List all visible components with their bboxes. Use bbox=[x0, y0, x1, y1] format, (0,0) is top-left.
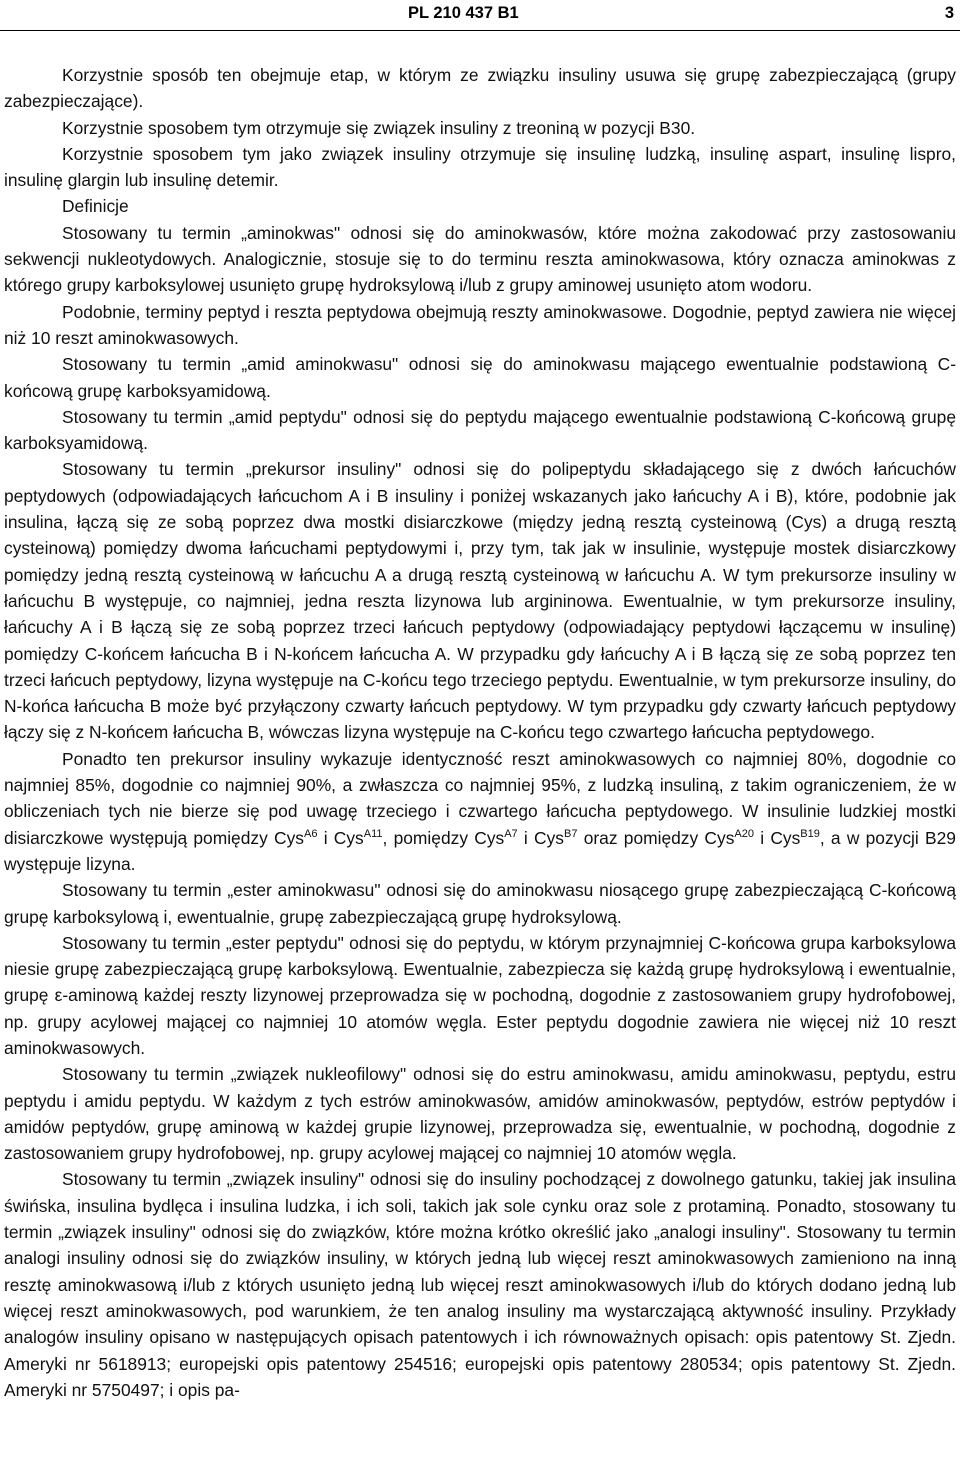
page-header bbox=[0, 0, 960, 31]
superscript: B19 bbox=[800, 827, 820, 840]
superscript: A20 bbox=[734, 827, 754, 840]
text-run: , a w pozycji B29 występuje lizyna. bbox=[4, 827, 956, 874]
paragraph: Stosowany tu termin „amid peptydu" odnosi się do peptydu mającego ewentualnie podstawioną C-końcową grupę karboksyamidową. bbox=[4, 406, 956, 454]
text-run: i Cys bbox=[517, 827, 564, 848]
paragraph: Stosowany tu termin „amid aminokwasu" odnosi się do aminokwasu mającego ewentualnie podstawioną C-końcową grupę karboksyamidową. bbox=[4, 354, 956, 401]
paragraph: Stosowany tu termin „prekursor insuliny" odnosi się do polipeptydu składającego się z dwóch łańcuchów peptydowych (odpowiadających łańcuchom A i B insuliny i poniżej wskazanych jako łańcuchy A i B), które, podobnie jak insulina, łączą się ze sobą poprzez dwa mostki disiarczkowe (między jedną resztą cysteinową (Cys) a drugą resztą cysteinową) pomiędzy dwoma łańcuchami peptydowymi i, przy tym, tak jak w insulinie, występuje mostek disiarczkowy pomiędzy jedną resztą cysteinową w łańcuchu A a drugą resztą cysteinową w łańcuchu A. W tym prekursorze insuliny w łańcuchu B występuje, co najmniej, jedna reszta lizynowa lub argininowa. Ewentualnie, w tym prekursorze insuliny, łańcuchy A i B łączą się ze sobą poprzez trzeci łańcuch peptydowy (odpowiadający peptydowi łączącemu w insulinę) pomiędzy C-końcem łańcucha B i N-końcem łańcucha A. W przypadku gdy łańcuchy A i B łączą się ze sobą poprzez ten trzeci łańcuch peptydowy, lizyna występuje na C-końcu tego trzeciego peptydu. Ewentualnie, w tym prekursorze insuliny, do N-końca łańcucha B może być przyłączony czwarty łańcuch peptydowy. W tym przypadku gdy czwarty łańcuch peptydowy łączy się z N-końcem łańcucha B, wówczas lizyna występuje na C-końcu tego czwartego łańcucha peptydowego. bbox=[4, 459, 956, 743]
patent-number: PL 210 437 B1 bbox=[408, 4, 519, 22]
paragraph: Korzystnie sposobem tym otrzymuje się związek insuliny z treoniną w pozycji B30. bbox=[62, 117, 696, 138]
text-run: oraz pomiędzy Cys bbox=[577, 827, 735, 848]
paragraph: Korzystnie sposobem tym jako związek insuliny otrzymuje się insulinę ludzką, insulinę aspart, insulinę lispro, insulinę glargin lub insulinę detemir. bbox=[4, 143, 956, 191]
superscript: A6 bbox=[303, 827, 318, 840]
paragraph: Stosowany tu termin „związek nukleofilowy" odnosi się do estru aminokwasu, amidu aminokwasu, peptydu, estru peptydu i amidu peptydu. W każdym z tych estrów aminokwasów, amidów aminokwasów, peptydów, estrów peptydów i amidów peptydów, grupę aminową w każdej grupie lizynowej, przeprowadza się, ewentualnie, w pochodną, dogodnie z zastosowaniem grupy hydrofobowej, np. grupy acylowej mającej co najmniej 10 atomów węgla. bbox=[4, 1064, 956, 1164]
page-number: 3 bbox=[944, 4, 954, 22]
section-heading: Definicje bbox=[62, 196, 129, 217]
superscript: A7 bbox=[504, 827, 518, 840]
text-run: i Cys bbox=[753, 827, 801, 848]
text-run: i Cys bbox=[317, 827, 364, 848]
superscript: B7 bbox=[563, 827, 578, 840]
paragraph: Korzystnie sposób ten obejmuje etap, w którym ze związku insuliny usuwa się grupę zabezpieczającą (grupy zabezpieczające). bbox=[4, 65, 956, 112]
paragraph: Stosowany tu termin „ester peptydu" odnosi się do peptydu, w którym przynajmniej C-końcowa grupa karboksylowa niesie grupę zabezpieczającą grupę karboksylową. Ewentualnie, zabezpiecza się każdą grupę hydroksylową i ewentualnie, grupę ε-aminową każdej reszty lizynowej przeprowadza się w pochodną, dogodnie z zastosowaniem grupy hydrofobowej, np. grupy acylowej mającej co najmniej 10 atomów węgla. Ester peptydu dogodnie zawiera nie więcej niż 10 reszt aminokwasowych. bbox=[4, 932, 956, 1058]
paragraph: Podobnie, terminy peptyd i reszta peptydowa obejmują reszty aminokwasowe. Dogodnie, peptyd zawiera nie więcej niż 10 reszt aminokwasowych. bbox=[4, 301, 956, 348]
superscript: A11 bbox=[363, 827, 383, 840]
paragraph: Stosowany tu termin „związek insuliny" odnosi się do insuliny pochodzącej z dowolnego gatunku, takiej jak insulina świńska, insulina bydlęca i insulina ludzka, i ich soli, takich jak sole cynku oraz sole z protaminą. Ponadto, stosowany tu termin „związek insuliny" odnosi się do związków, które można krótko określić jako „analogi insuliny". Stosowany tu termin analogi insuliny odnosi się do związków insuliny, w których jedną lub więcej reszt aminokwasowych zamieniono na inną resztę aminokwasową i/lub z których usunięto jedną lub więcej reszt aminokwasowych i/lub do których dodano jedną lub więcej reszt aminokwasowych, pod warunkiem, że ten analog insuliny ma wystarczającą aktywność insuliny. Przykłady analogów insuliny opisano w następujących opisach patentowych i ich równoważnych opisach: opis patentowy St. Zjedn. Ameryki nr 5618913; europejski opis patentowy 254516; europejski opis patentowy 280534; opis patentowy St. Zjedn. Ameryki nr 5750497; i opis pa- bbox=[4, 1169, 956, 1400]
text-run: , pomiędzy Cys bbox=[382, 827, 505, 848]
document-body bbox=[4, 62, 956, 1403]
paragraph: Stosowany tu termin „aminokwas" odnosi się do aminokwasów, które można zakodować przy zastosowaniu sekwencji nukleotydowych. Analogicznie, stosuje się to do terminu reszta aminokwasowa, który oznacza aminokwas z którego grupy karboksylowej usunięto grupę hydroksylową i/lub z grupy aminowej usunięto atom wodoru. bbox=[4, 222, 956, 296]
text-run: Ponadto ten prekursor insuliny wykazuje identyczność reszt aminokwasowych co najmniej 80%, dogodnie co najmniej 85%, dogodnie co najmniej 90%, a zwłaszcza co najmniej 95%, z ludzką insuliną, z takim ograniczeniem, że w obliczeniach tych nie bierze się pod uwagę trzeciego i czwartego łańcucha peptydowego. W insulinie ludzkiej mostki disiarczkowe występują pomiędzy Cys bbox=[4, 748, 956, 848]
paragraph bbox=[4, 746, 956, 877]
paragraph: Stosowany tu termin „ester aminokwasu" odnosi się do aminokwasu niosącego grupę zabezpieczającą C-końcową grupę karboksylową i, ewentualnie, grupę zabezpieczającą grupę hydroksylową. bbox=[4, 880, 956, 927]
